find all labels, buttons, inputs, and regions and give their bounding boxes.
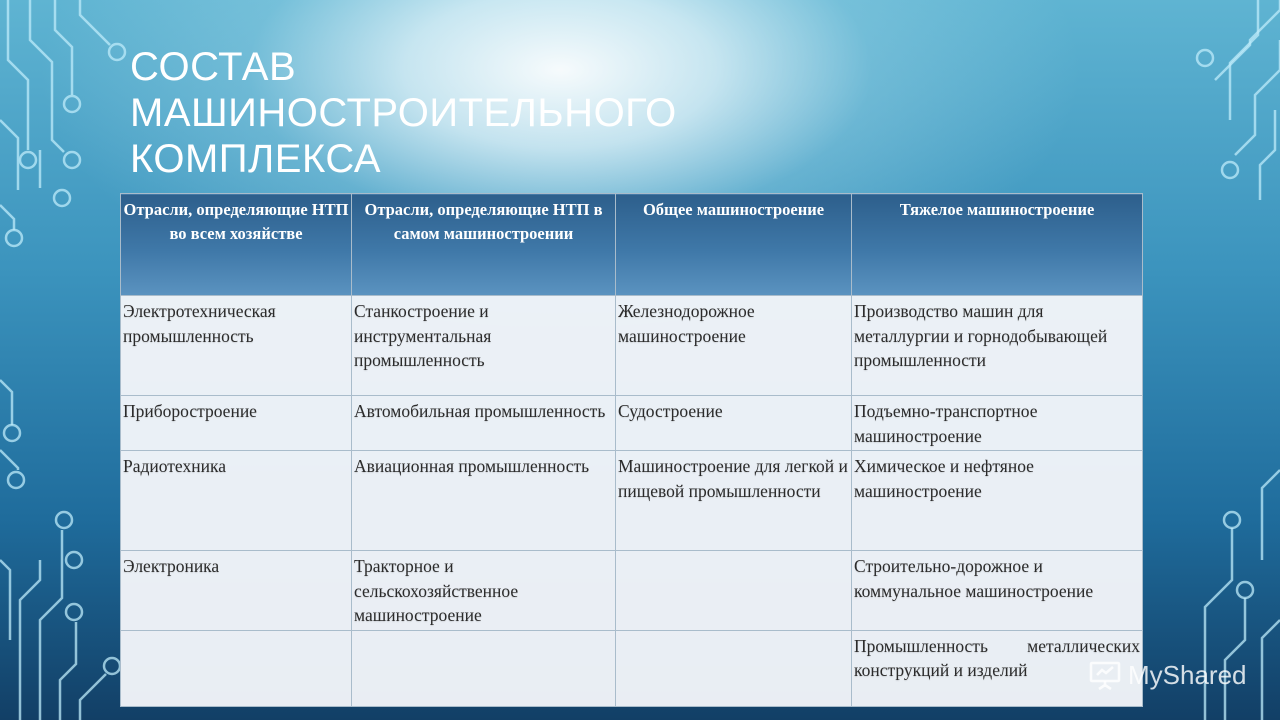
table-cell: Электротехническая промышленность bbox=[121, 296, 352, 396]
table-cell: Промышленность металлических конструкций и изделий bbox=[852, 630, 1143, 706]
table-row bbox=[121, 551, 1143, 631]
table-cell: Электроника bbox=[121, 551, 352, 631]
table-cell: Приборостроение bbox=[121, 396, 352, 451]
table-row bbox=[121, 451, 1143, 551]
table-cell: Строительно-дорожное и коммунальное машиностроение bbox=[852, 551, 1143, 631]
table-header-cell: Отрасли, определяющие НТП во всем хозяйстве bbox=[121, 194, 352, 296]
table-cell: Судостроение bbox=[616, 396, 852, 451]
table-cell bbox=[121, 630, 352, 706]
table-cell: Авиационная промышленность bbox=[352, 451, 616, 551]
table-cell: Химическое и нефтяное машиностроение bbox=[852, 451, 1143, 551]
table-header-cell: Отрасли, определяющие НТП в самом машиностроении bbox=[352, 194, 616, 296]
table-cell: Производство машин для металлургии и горнодобывающей промышленности bbox=[852, 296, 1143, 396]
table-cell: Железнодорожное машиностроение bbox=[616, 296, 852, 396]
table-row bbox=[121, 296, 1143, 396]
table-header-row bbox=[121, 194, 1143, 296]
table-cell: Станкостроение и инструментальная промышленность bbox=[352, 296, 616, 396]
table-row bbox=[121, 396, 1143, 451]
table-cell: Машиностроение для легкой и пищевой промышленности bbox=[616, 451, 852, 551]
watermark-text: MyShared bbox=[1128, 659, 1247, 690]
title-line-1: СОСТАВ bbox=[130, 45, 297, 89]
table-cell bbox=[616, 551, 852, 631]
table-cell: Тракторное и сельскохозяйственное машиностроение bbox=[352, 551, 616, 631]
table-header-cell: Общее машиностроение bbox=[616, 194, 852, 296]
table-cell bbox=[616, 630, 852, 706]
watermark bbox=[1088, 655, 1247, 695]
industry-table-container bbox=[120, 193, 1142, 707]
table-cell: Автомобильная промышленность bbox=[352, 396, 616, 451]
table-cell: Подъемно-транспортное машиностроение bbox=[852, 396, 1143, 451]
table-header-cell: Тяжелое машиностроение bbox=[852, 194, 1143, 296]
table-row bbox=[121, 630, 1143, 706]
industry-table bbox=[120, 193, 1143, 707]
table-cell bbox=[352, 630, 616, 706]
presentation-board-icon bbox=[1088, 658, 1122, 692]
title-line-3: КОМПЛЕКСА bbox=[130, 137, 382, 181]
slide-title bbox=[130, 44, 890, 182]
title-line-2: МАШИНОСТРОИТЕЛЬНОГО bbox=[130, 91, 677, 135]
table-cell: Радиотехника bbox=[121, 451, 352, 551]
